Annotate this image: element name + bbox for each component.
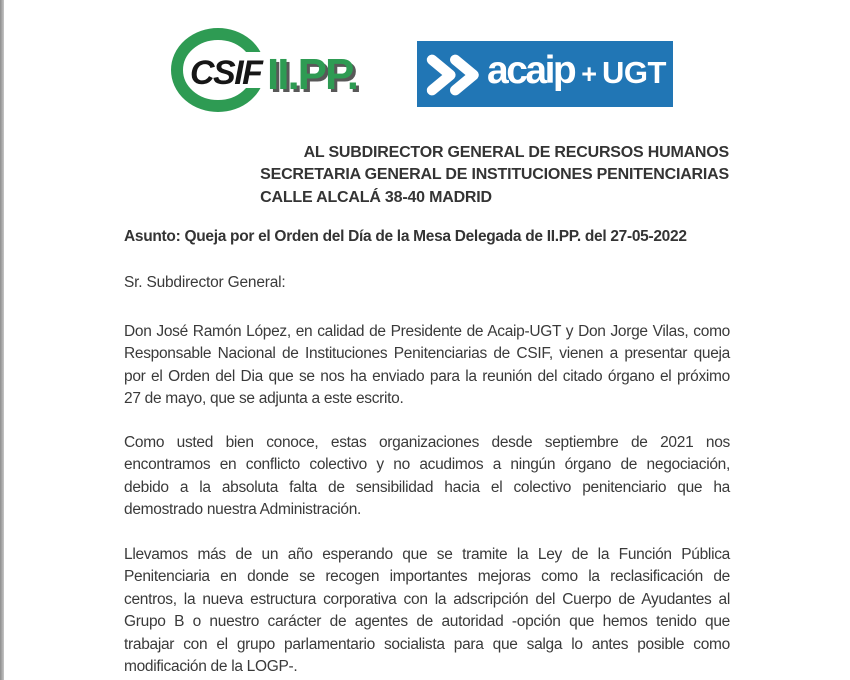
csif-org-text: CSIF [190, 54, 262, 92]
paragraph-1 [124, 321, 730, 411]
text-line: Responsable Nacional de Instituciones Penitenciarias de CSIF, vienen a presentar queja [124, 345, 730, 363]
page-left-edge [0, 0, 4, 680]
text-line: Llevamos más de un año esperando que se tramite la Ley de la Función Pública [124, 546, 730, 563]
text-line: encontramos en conflicto colectivo y no acudimos a ningún órgano de negociación, [124, 456, 730, 474]
recipient-block [260, 142, 729, 209]
ugt-text: UGT [602, 55, 666, 90]
text-line: centros, la nueva estructura corporativa con la adscripción del Cuerpo de Ayudantes al [124, 590, 730, 608]
text-line: demostrado nuestra Administración. [124, 501, 362, 519]
subject-line: Asunto: Queja por el Orden del Día de la Mesa Delegada de II.PP. del 27-05-2022 [124, 228, 687, 245]
text-line: debido a la absoluta falta de sensibilidad hacia el colectivo penitenciario que ha [124, 478, 730, 496]
text-line: SECRETARIA GENERAL DE INSTITUCIONES PENITENCIARIAS [260, 166, 729, 184]
text-line: trabajar con el grupo parlamentario socialista para que salga lo antes posible como [124, 635, 730, 653]
acaip-org-text: acaip [487, 49, 575, 92]
text-line: Don José Ramón López, en calidad de Presidente de Acaip-UGT y Don Jorge Vilas, como [124, 323, 730, 340]
text-line: modificación de la LOGP-. [124, 658, 298, 676]
acaip-ugt-logo [417, 41, 673, 107]
plus-sign: + [581, 58, 598, 89]
csif-logo [170, 28, 385, 112]
csif-unit-text: II.PP. [267, 50, 357, 99]
text-line: CALLE ALCALÁ 38-40 MADRID [260, 188, 492, 206]
paragraph-3 [124, 544, 730, 678]
text-line: AL SUBDIRECTOR GENERAL DE RECURSOS HUMANOS [303, 144, 729, 161]
text-line: Como usted bien conoce, estas organizaciones desde septiembre de 2021 nos [124, 434, 730, 451]
text-line: 27 de mayo, que se adjunta a este escrito. [124, 390, 404, 408]
paragraph-2 [124, 432, 730, 522]
salutation: Sr. Subdirector General: [124, 274, 286, 291]
text-line: Grupo B o nuestro carácter de agentes de autoridad -opción que hemos tenido que [124, 613, 730, 631]
text-line: por el Orden del Dia que se nos ha enviado para la reunión del citado órgano el próximo [124, 367, 730, 385]
double-chevron-icon [424, 50, 480, 100]
text-line: Penitenciaria en donde se recogen importantes mejoras como la reclasificación de [124, 568, 730, 586]
